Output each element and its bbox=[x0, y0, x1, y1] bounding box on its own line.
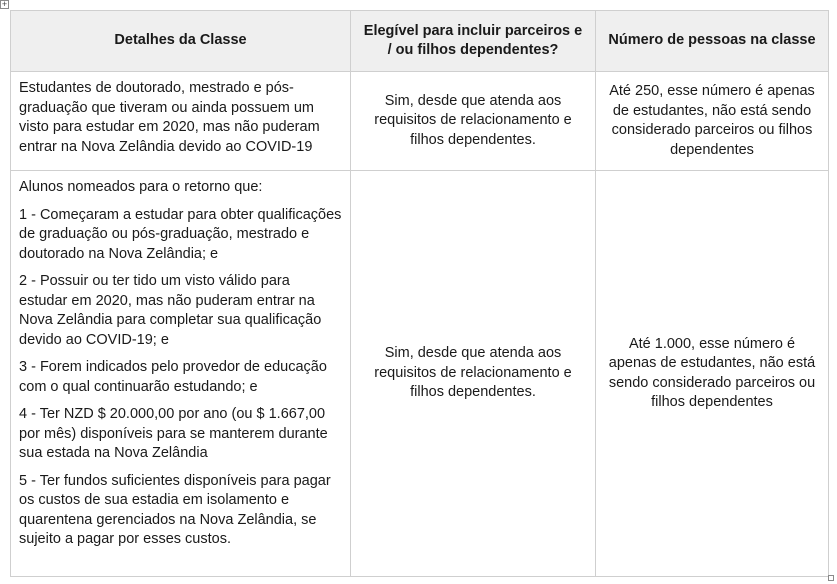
table-header-row bbox=[11, 11, 829, 72]
details-paragraph: 1 - Começaram a estudar para obter qualificações de graduação ou pós-graduação, mestrado e doutorado na Nova Zelândia; e bbox=[19, 206, 342, 262]
class-details-table bbox=[10, 10, 829, 577]
details-paragraph: 3 - Forem indicados pelo provedor de educação com o qual continuarão estudando; e bbox=[19, 359, 327, 395]
people-count-cell: Até 1.000, esse número é apenas de estudantes, não está sendo considerado parceiros ou filhos dependentes bbox=[596, 171, 829, 577]
table-row bbox=[11, 72, 829, 171]
class-details-cell bbox=[11, 72, 351, 171]
eligible-cell: Sim, desde que atenda aos requisitos de relacionamento e filhos dependentes. bbox=[351, 171, 596, 577]
header-number-of-people: Número de pessoas na classe bbox=[596, 11, 829, 72]
table-row bbox=[11, 171, 829, 577]
table-resize-handle-icon[interactable] bbox=[828, 575, 834, 581]
header-eligible-partners-dependents: Elegível para incluir parceiros e / ou filhos dependentes? bbox=[351, 11, 596, 72]
details-paragraph: 4 - Ter NZD $ 20.000,00 por ano (ou $ 1.667,00 por mês) disponíveis para se manterem durante sua estada na Nova Zelândia bbox=[19, 406, 328, 461]
people-count-cell: Até 250, esse número é apenas de estudantes, não está sendo considerado parceiros ou filhos dependentes bbox=[596, 72, 829, 171]
details-paragraph: Alunos nomeados para o retorno que: bbox=[19, 179, 263, 195]
details-paragraph: 5 - Ter fundos suficientes disponíveis para pagar os custos de sua estadia em isolamento e quarentena gerenciados na Nova Zelândia, se sujeito a pagar por esses custos. bbox=[19, 472, 331, 547]
eligible-cell: Sim, desde que atenda aos requisitos de relacionamento e filhos dependentes. bbox=[351, 72, 596, 171]
details-paragraph: Estudantes de doutorado, mestrado e pós-graduação que tiveram ou ainda possuem um visto para estudar em 2020, mas não puderam entrar na Nova Zelândia devido ao COVID-19 bbox=[19, 80, 320, 155]
class-details-cell bbox=[11, 171, 351, 577]
table-move-handle-icon[interactable]: + bbox=[1, 0, 8, 9]
details-paragraph: 2 - Possuir ou ter tido um visto válido para estudar em 2020, mas não puderam entrar na Nova Zelândia para completar sua qualificação devido ao COVID-19; e bbox=[19, 273, 322, 348]
header-class-details: Detalhes da Classe bbox=[11, 11, 351, 72]
